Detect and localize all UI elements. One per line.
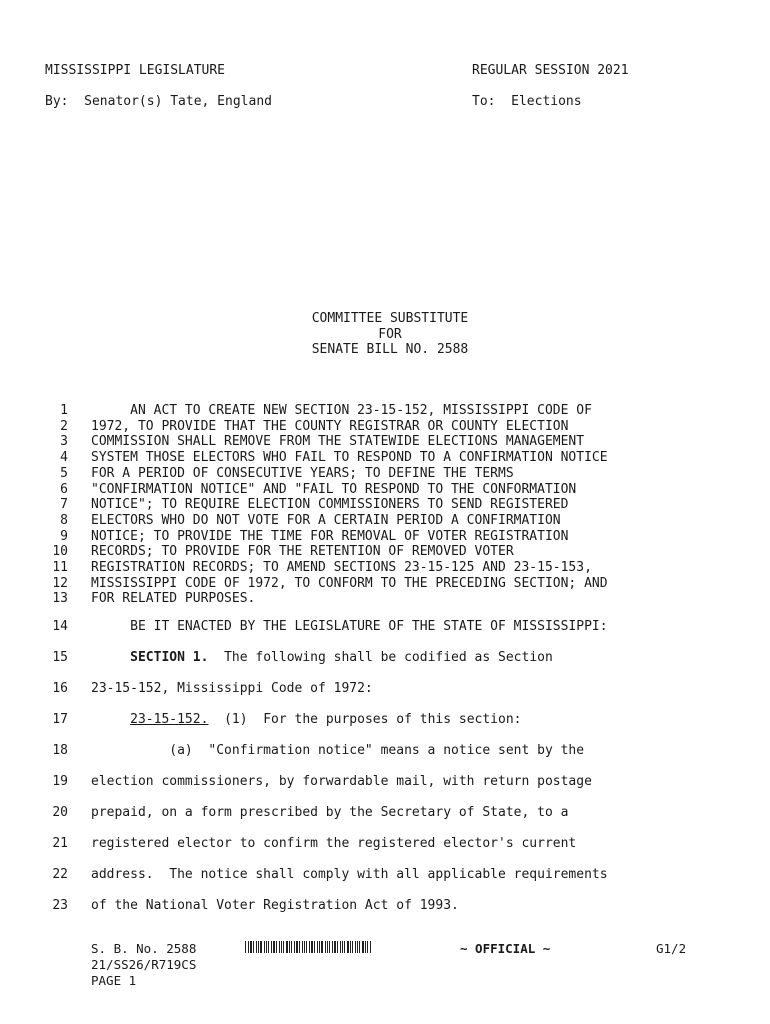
line-text: BE IT ENACTED BY THE LEGISLATURE OF THE STATE OF MISSISSIPPI:	[91, 619, 608, 634]
line-number: 16	[52, 681, 68, 696]
barcode-bar	[256, 941, 257, 953]
barcode-bar	[294, 941, 295, 953]
official-label: ~ OFFICIAL ~	[460, 941, 551, 956]
line-number: 2	[60, 418, 68, 434]
barcode-bar	[299, 941, 300, 953]
line-number: 17	[52, 712, 68, 727]
barcode-bar	[340, 941, 341, 953]
section-heading: SECTION 1.	[130, 650, 209, 665]
barcode-bar	[273, 941, 275, 953]
footer-bill-number: S. B. No. 2588	[91, 941, 197, 956]
line-number: 21	[52, 836, 68, 851]
barcode-bar	[314, 941, 315, 953]
line-number: 22	[52, 867, 68, 882]
line-text: The following shall be codified as Section	[208, 650, 553, 665]
body-text-line	[91, 805, 568, 820]
barcode-bar	[260, 941, 262, 953]
title-text-line: NOTICE"; TO REQUIRE ELECTION COMMISSIONERS TO SEND REGISTERED	[91, 497, 569, 513]
legislature-name: MISSISSIPPI LEGISLATURE	[45, 63, 226, 78]
barcode-bar	[317, 941, 318, 953]
barcode-bar	[327, 941, 328, 953]
barcode-bar	[337, 941, 338, 953]
line-number: 13	[52, 591, 68, 607]
barcode-bar	[250, 941, 252, 953]
footer-page: PAGE 1	[91, 973, 137, 988]
line-number: 8	[60, 512, 68, 528]
barcode-bar	[302, 941, 303, 953]
line-text: prepaid, on a form prescribed by the Secretary of State, to a	[91, 805, 569, 820]
barcode-bar	[264, 941, 265, 953]
title-line-2: FOR	[378, 326, 402, 342]
barcode-bar	[266, 941, 267, 953]
barcode-bar	[325, 941, 326, 953]
barcode-bar	[258, 941, 259, 953]
line-number: 11	[52, 560, 68, 575]
line-number: 1	[60, 403, 68, 418]
body-text-line	[91, 898, 459, 913]
barcode-bar	[342, 941, 343, 953]
title-text-line: COMMISSION SHALL REMOVE FROM THE STATEWIDE ELECTIONS MANAGEMENT	[91, 434, 585, 450]
barcode-bar	[321, 941, 323, 953]
barcode-bar	[365, 941, 366, 953]
barcode-bar	[347, 941, 349, 953]
body-text-line	[91, 774, 592, 789]
indent	[91, 650, 130, 665]
barcode-bar	[268, 941, 269, 953]
line-number: 14	[52, 619, 68, 634]
title-text-line: 1972, TO PROVIDE THAT THE COUNTY REGISTRAR OR COUNTY ELECTION	[91, 418, 569, 434]
title-line-1: COMMITTEE SUBSTITUTE	[311, 311, 469, 326]
barcode-bar	[253, 941, 254, 953]
barcode-bar	[359, 941, 360, 953]
line-number: 9	[60, 528, 68, 544]
session-label: REGULAR SESSION 2021	[472, 63, 629, 78]
line-number: 7	[60, 497, 68, 513]
body-text-line	[91, 743, 584, 758]
title-text-line: AN ACT TO CREATE NEW SECTION 23-15-152, MISSISSIPPI CODE OF	[91, 403, 592, 418]
barcode-bar	[334, 941, 336, 953]
barcode-bar	[296, 941, 298, 953]
new-code-section-number: 23-15-152.	[130, 712, 209, 727]
title-text-line: FOR RELATED PURPOSES.	[91, 591, 256, 607]
barcode-bar	[309, 941, 310, 953]
title-text-line: REGISTRATION RECORDS; TO AMEND SECTIONS 23-15-125 AND 23-15-153,	[91, 560, 592, 575]
line-text: 23-15-152, Mississippi Code of 1972:	[91, 681, 373, 696]
barcode-bar	[248, 941, 249, 953]
body-text-line	[91, 836, 576, 851]
title-text-line: FOR A PERIOD OF CONSECUTIVE YEARS; TO DEFINE THE TERMS	[91, 465, 514, 481]
barcode-bar	[311, 941, 313, 953]
bill-title-block	[0, 311, 770, 358]
barcode-bar	[271, 941, 272, 953]
body-text-line	[91, 650, 553, 665]
line-text: (1) For the purposes of this section:	[208, 712, 522, 727]
line-text: address. The notice shall comply with all applicable requirements	[91, 867, 608, 882]
title-text-line: ELECTORS WHO DO NOT VOTE FOR A CERTAIN PERIOD A CONFIRMATION	[91, 512, 561, 528]
line-text: of the National Voter Registration Act of 1993.	[91, 898, 459, 913]
barcode-bar	[276, 941, 277, 953]
line-number: 20	[52, 805, 68, 820]
barcode-bar	[352, 941, 353, 953]
title-text-line: "CONFIRMATION NOTICE" AND "FAIL TO RESPOND TO THE CONFORMATION	[91, 481, 577, 497]
line-text: registered elector to confirm the registered elector's current	[91, 836, 577, 851]
body-text-line	[91, 681, 373, 696]
barcode-bar	[355, 941, 356, 953]
line-text: election commissioners, by forwardable mail, with return postage	[91, 774, 592, 789]
barcode-bar	[344, 941, 345, 953]
barcode-bar	[304, 941, 305, 953]
barcode-bar	[306, 941, 307, 953]
barcode-bar	[289, 941, 290, 953]
barcode-bar	[362, 941, 364, 953]
barcode-bar	[367, 941, 368, 953]
body-text-line	[91, 712, 522, 727]
sponsors: By: Senator(s) Tate, England	[45, 94, 272, 109]
line-number: 3	[60, 434, 68, 450]
footer-code: G1/2	[656, 941, 687, 956]
barcode-bar	[245, 941, 246, 953]
line-number: 15	[52, 650, 68, 665]
title-text-line: MISSISSIPPI CODE OF 1972, TO CONFORM TO THE PRECEDING SECTION; AND	[91, 575, 608, 591]
committee-referral: To: Elections	[472, 94, 582, 109]
barcode-bar	[319, 941, 320, 953]
barcode-bar	[357, 941, 358, 953]
title-text-line: SYSTEM THOSE ELECTORS WHO FAIL TO RESPOND TO A CONFIRMATION NOTICE	[91, 450, 608, 466]
line-number: 4	[60, 450, 68, 466]
line-number: 18	[52, 743, 68, 758]
line-number: 19	[52, 774, 68, 789]
barcode-bar	[281, 941, 282, 953]
title-text-line: RECORDS; TO PROVIDE FOR THE RETENTION OF REMOVED VOTER	[91, 544, 514, 560]
title-line-3: SENATE BILL NO. 2588	[311, 342, 469, 357]
line-number: 6	[60, 481, 68, 497]
line-number: 5	[60, 465, 68, 481]
line-number: 10	[52, 544, 68, 560]
line-text: (a) "Confirmation notice" means a notice sent by the	[91, 743, 585, 758]
barcode-bar	[329, 941, 330, 953]
barcode-bar	[279, 941, 280, 953]
body-text-line	[91, 867, 608, 882]
barcode-bar	[370, 941, 371, 953]
barcode-bar	[286, 941, 288, 953]
indent	[91, 712, 130, 727]
body-text-line	[91, 619, 608, 634]
barcode-bar	[332, 941, 333, 953]
barcode-bar	[291, 941, 292, 953]
barcode-bar	[283, 941, 284, 953]
line-number: 12	[52, 575, 68, 591]
footer-doc-id: 21/SS26/R719CS	[91, 957, 197, 972]
line-number: 23	[52, 898, 68, 913]
barcode-icon	[245, 941, 376, 953]
barcode-bar	[350, 941, 351, 953]
title-text-line: NOTICE; TO PROVIDE THE TIME FOR REMOVAL OF VOTER REGISTRATION	[91, 528, 569, 544]
